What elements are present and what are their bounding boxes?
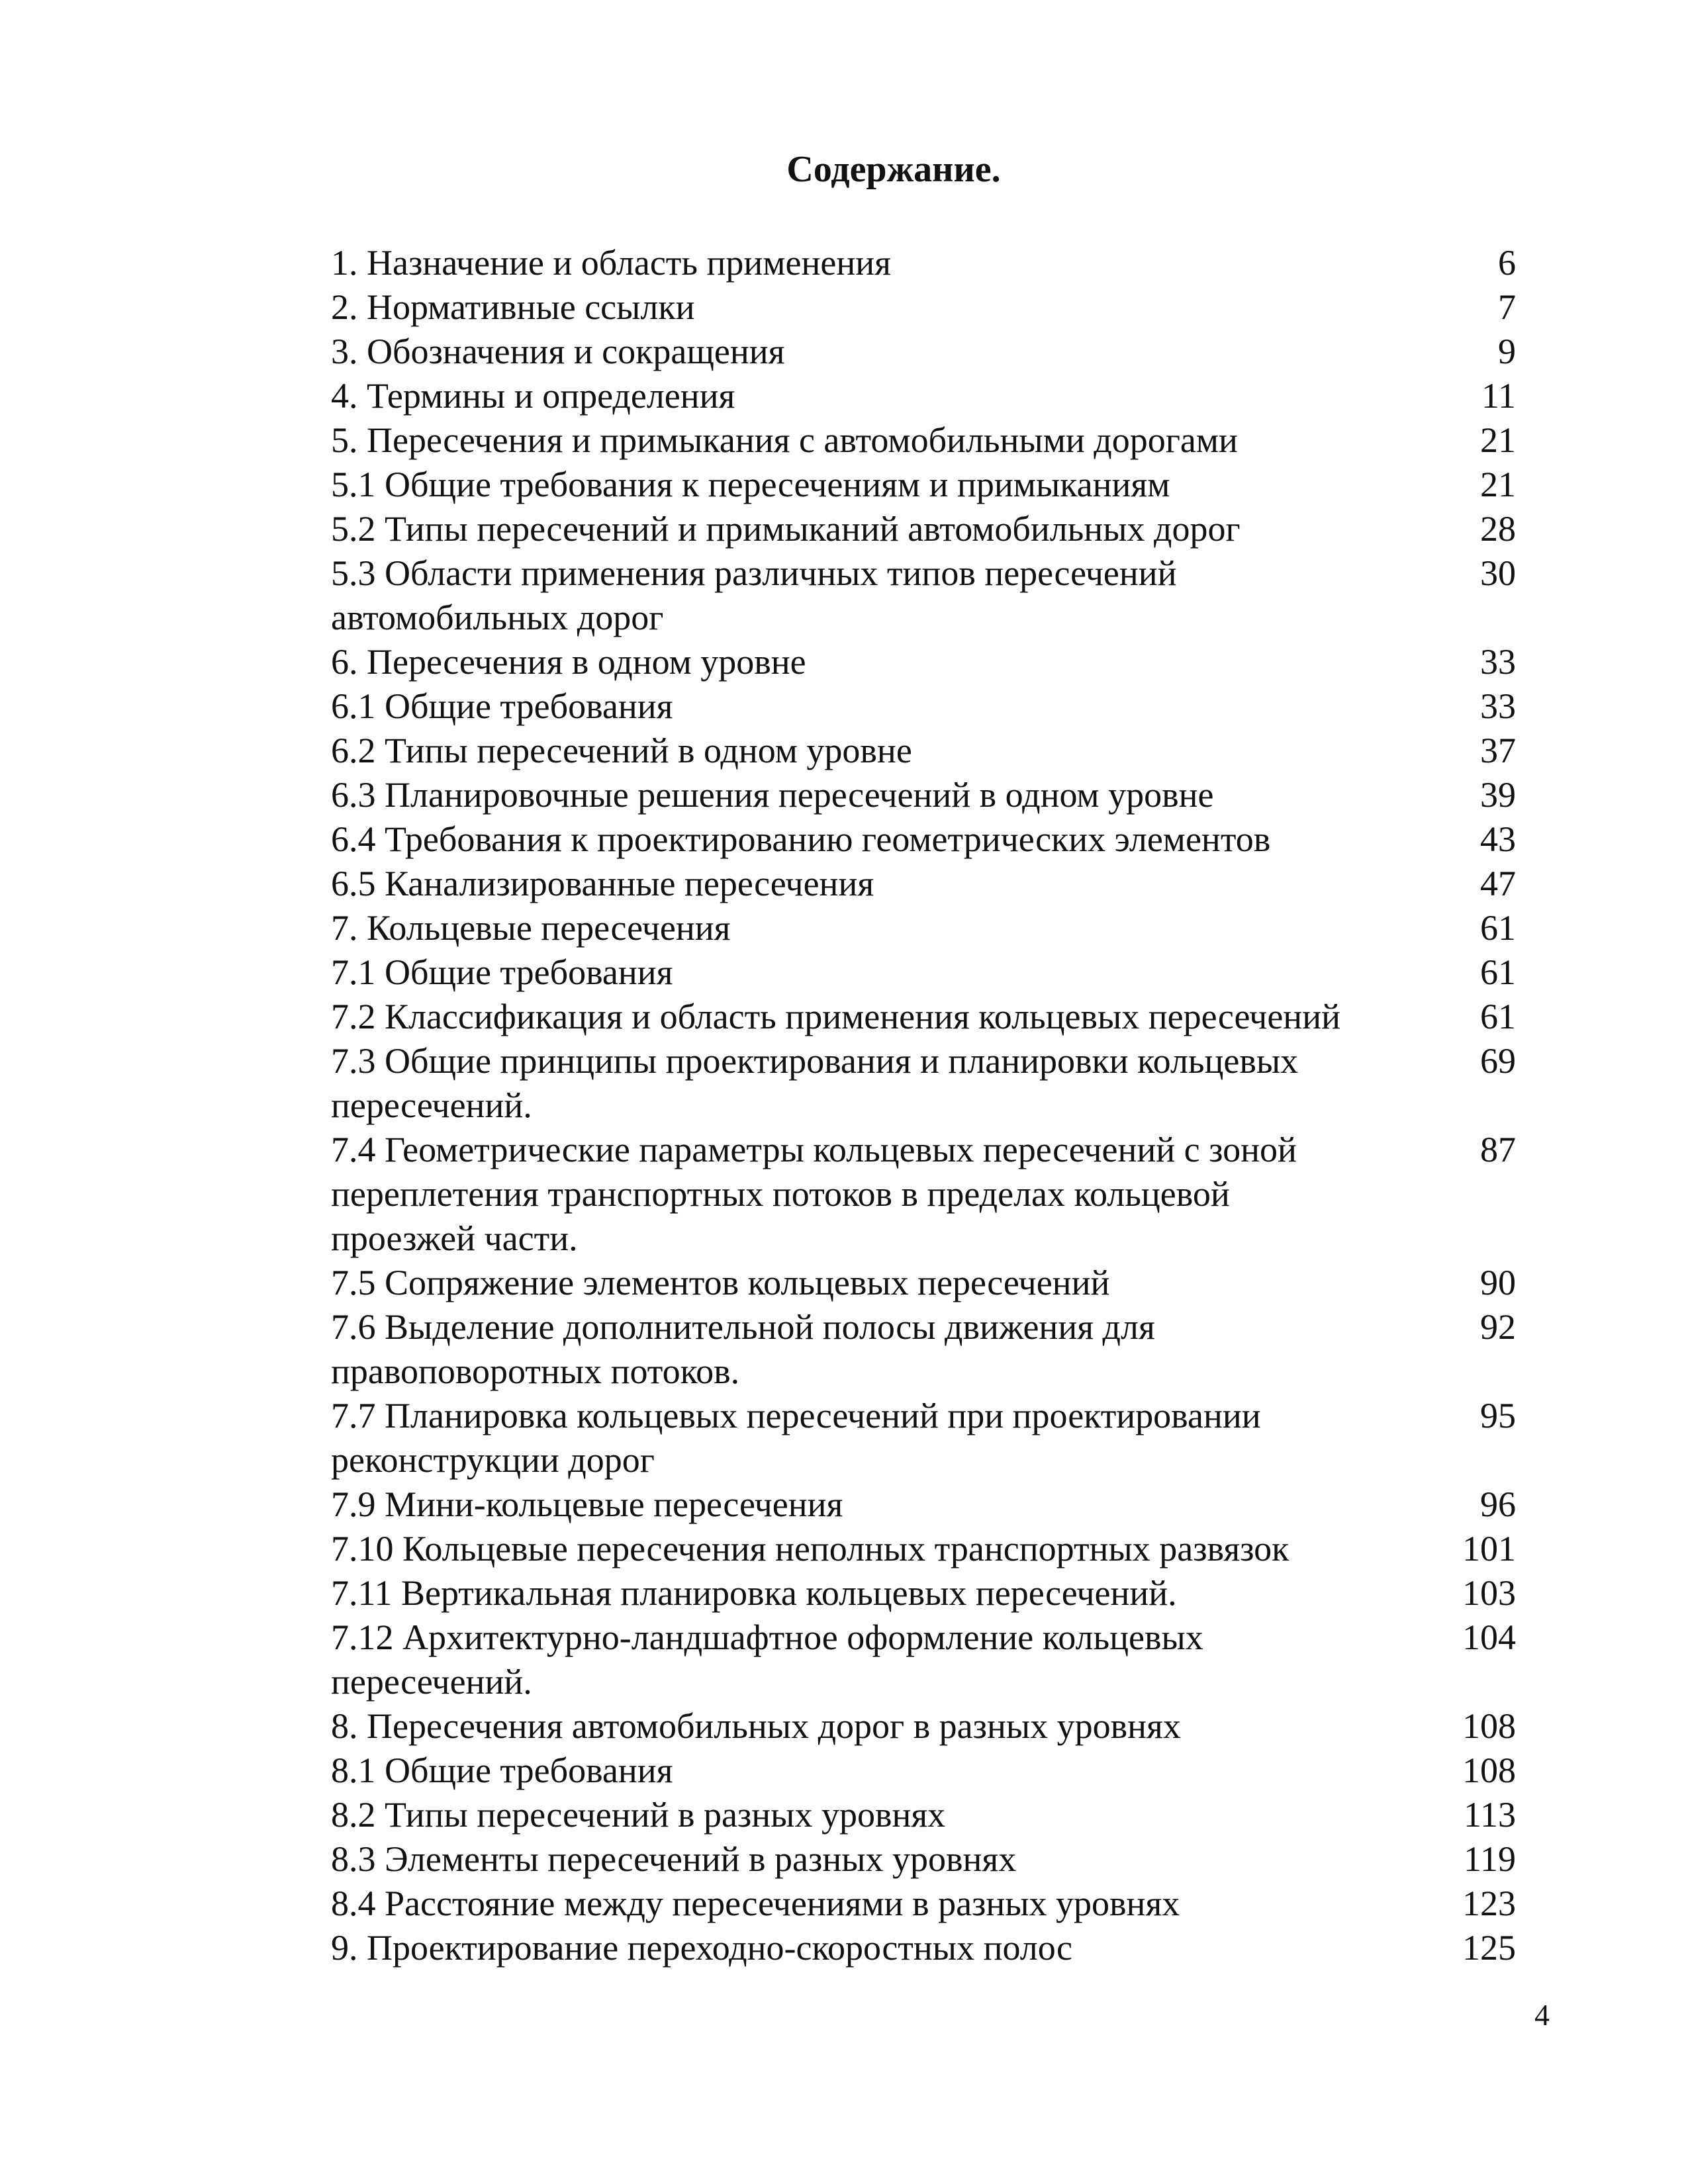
toc-entry-page: 6 [1498,243,1516,283]
toc-entry [331,374,1516,418]
toc-entry-text: 8.4 Расстояние между пересечениями в разных уровнях [331,1884,1180,1923]
toc-entry-page: 125 [1462,1928,1516,1968]
toc-entry [331,995,1516,1039]
toc-entry-page: 33 [1480,686,1516,726]
toc-entry-text: 7.3 Общие принципы проектирования и планировки кольцевых пересечений. [331,1041,1299,1125]
toc-entry-text: 7.9 Мини-кольцевые пересечения [331,1484,843,1524]
toc-entry [331,1394,1516,1482]
toc-entry [331,1305,1516,1394]
toc-entry-text: 8. Пересечения автомобильных дорог в разных уровнях [331,1706,1181,1746]
toc-entry-page: 87 [1480,1130,1516,1169]
toc-entry-text: 5. Пересечения и примыкания с автомобильными дорогами [331,420,1238,460]
toc-entry-text: 7.7 Планировка кольцевых пересечений при проектировании реконструкции дорог [331,1396,1261,1480]
toc-entry-page: 103 [1462,1573,1516,1613]
toc-entry [331,551,1516,640]
toc-entry-text: 6.4 Требования к проектированию геометрических элементов [331,819,1271,859]
toc-entry-text: 8.3 Элементы пересечений в разных уровнях [331,1839,1017,1879]
toc-entry-page: 108 [1462,1706,1516,1746]
toc-entry-page: 113 [1464,1795,1516,1835]
toc-entry [331,241,1516,285]
toc-entry-page: 33 [1480,642,1516,682]
toc-entry-page: 61 [1480,908,1516,948]
toc-entry-page: 123 [1462,1884,1516,1923]
toc-entry-text: 6.2 Типы пересечений в одном уровне [331,731,912,770]
page-number: 4 [1534,1998,1550,2032]
toc-entry-page: 92 [1480,1307,1516,1347]
toc-entry-page: 47 [1480,864,1516,903]
toc-entry [331,817,1516,862]
toc-entry-text: 8.1 Общие требования [331,1751,673,1790]
toc-entry-page: 101 [1462,1529,1516,1569]
toc-entry-text: 3. Обозначения и сокращения [331,332,785,371]
toc-entry [331,729,1516,773]
toc-entry-text: 7.10 Кольцевые пересечения неполных транспортных развязок [331,1529,1289,1569]
toc-entry-page: 7 [1498,287,1516,327]
toc-entry [331,862,1516,906]
toc-entry-page: 21 [1480,465,1516,504]
toc-entry-text: 7.4 Геометрические параметры кольцевых пересечений с зоной переплетения транспортных потоков в пределах кольцевой проезжей части. [331,1130,1297,1258]
toc-entry-text: 7.1 Общие требования [331,952,673,992]
toc-entry [331,1882,1516,1926]
toc-entry-page: 28 [1480,509,1516,549]
toc-entry [331,684,1516,729]
toc-entry-text: 7.11 Вертикальная планировка кольцевых пересечений. [331,1573,1177,1613]
toc-entry-page: 21 [1480,420,1516,460]
toc-entry-text: 6.5 Канализированные пересечения [331,864,874,903]
toc-entry [331,1482,1516,1527]
toc-entry [331,1527,1516,1571]
toc-entry-text: 7.12 Архитектурно-ландшафтное оформление кольцевых пересечений. [331,1617,1203,1702]
toc-entry [331,1793,1516,1837]
toc-entry [331,906,1516,950]
toc-entry-page: 61 [1480,952,1516,992]
toc-entry [331,640,1516,684]
toc-entry-page: 39 [1480,775,1516,815]
toc-entry-page: 61 [1480,997,1516,1036]
toc-entry-text: 8.2 Типы пересечений в разных уровнях [331,1795,946,1835]
toc-entry-page: 69 [1480,1041,1516,1081]
toc-entry-page: 9 [1498,332,1516,371]
toc-entry-text: 6.1 Общие требования [331,686,673,726]
toc-entry [331,330,1516,374]
toc-entry [331,1749,1516,1793]
toc-entry-page: 43 [1480,819,1516,859]
toc-entry-text: 7.6 Выделение дополнительной полосы движения для правоповоротных потоков. [331,1307,1155,1391]
toc-entry-page: 90 [1480,1263,1516,1302]
toc-entry-text: 7.2 Классификация и область применения кольцевых пересечений [331,997,1340,1036]
toc-entry [331,1128,1516,1261]
toc-entry [331,418,1516,463]
toc-entry-text: 4. Термины и определения [331,376,735,416]
toc-entry-page: 37 [1480,731,1516,770]
toc-entry-text: 2. Нормативные ссылки [331,287,695,327]
toc-entry [331,1704,1516,1749]
toc-entry [331,285,1516,330]
toc-entry-page: 95 [1480,1396,1516,1435]
toc-entry-text: 9. Проектирование переходно-скоростных полос [331,1928,1073,1968]
toc-entry-text: 6. Пересечения в одном уровне [331,642,806,682]
toc-entry [331,463,1516,507]
toc-entry-text: 5.3 Области применения различных типов пересечений автомобильных дорог [331,553,1177,637]
toc-entry-page: 96 [1480,1484,1516,1524]
toc-entry-page: 30 [1480,553,1516,593]
toc-entry [331,1615,1516,1704]
toc-entry [331,1571,1516,1615]
toc-entry-page: 11 [1481,376,1516,416]
toc-entry-page: 119 [1464,1839,1516,1879]
toc-entry-text: 6.3 Планировочные решения пересечений в одном уровне [331,775,1214,815]
page-title: Содержание. [786,149,1001,190]
toc-entry [331,507,1516,551]
toc-entry [331,773,1516,817]
toc-entry [331,1837,1516,1882]
toc-entry [331,950,1516,995]
toc-entry-text: 1. Назначение и область применения [331,243,891,283]
toc-entry-text: 7.5 Сопряжение элементов кольцевых пересечений [331,1263,1110,1302]
toc-entry [331,1039,1516,1128]
toc-entry-page: 108 [1462,1751,1516,1790]
toc-entry-text: 5.2 Типы пересечений и примыканий автомобильных дорог [331,509,1241,549]
toc-entry-text: 7. Кольцевые пересечения [331,908,731,948]
toc-entry-text: 5.1 Общие требования к пересечениям и примыканиям [331,465,1170,504]
toc-entry-page: 104 [1462,1617,1516,1657]
toc-entry [331,1261,1516,1305]
toc-entry [331,1926,1516,1970]
table-of-contents [331,241,1516,1970]
